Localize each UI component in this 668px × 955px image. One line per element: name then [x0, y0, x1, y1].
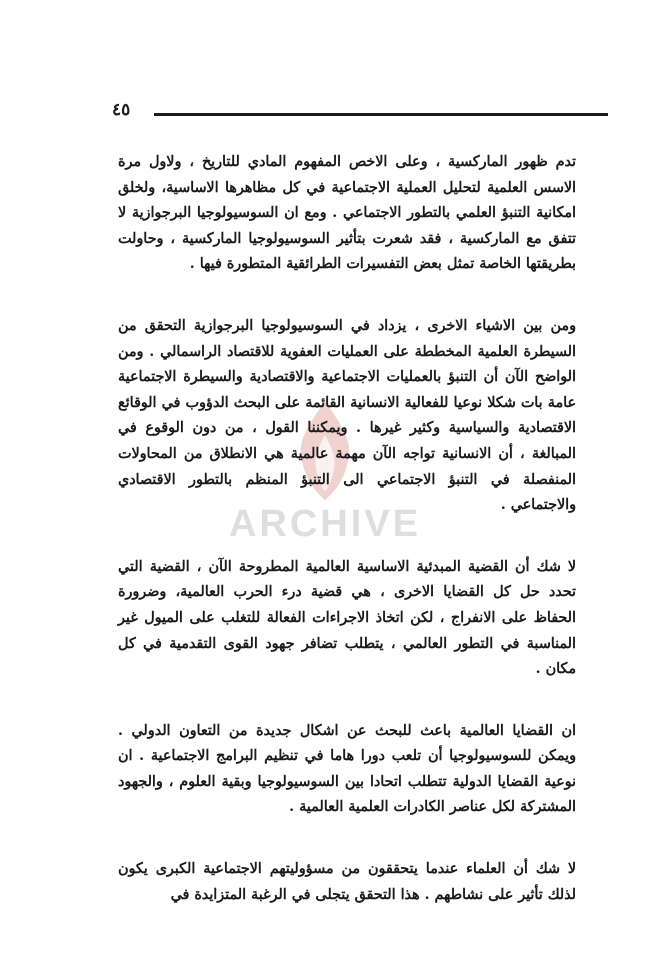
paragraph-4: ان القضايا العالمية باعث للبحث عن اشكال جديدة من التعاون الدولي . ويمكن للسوسيولوجيا أن تلعب دورا هاما في تنظيم البرامج الاجتماعية . ان نوعية القضايا الدولية تتطلب اتحادا بين السوسيولوجيا وبقية العلوم ، والجهود المشتركة لكل عناصر الكادرات العلمية العالمية .	[118, 722, 576, 816]
paragraph-5: لا شك أن العلماء عندما يتحققون من مسؤوليتهم الاجتماعية الكبرى يكون لذلك تأثير على نشاطهم . هذا التحقق يتجلى في الرغبة المتزايدة في	[118, 861, 576, 903]
paragraph-2: ومن بين الاشياء الاخرى ، يزداد في السوسيولوجيا البرجوازية التحقق من السيطرة العلمية المخططة على العمليات العفوية للاقتصاد الراسمالي . ومن الواضح الآن أن التنبؤ بالعمليات الاجتماعية والاقتصادية والسيطرة الاجتماعية عامة بات شكلا نوعيا للفعالية الانسانية القائمة على البحث الدؤوب في الوقائع الاقتصادية والسياسية وكثير غيرها . ويمكننا القول ، من دون الوقوع في المبالغة ، أن الانسانية تواجه الآن مهمة عالمية هي الانطلاق من المحاولات المنفصلة في التنبؤ الاجتماعي الى التنبؤ المنظم بالتطور الاقتصادي والاجتماعي .	[118, 317, 576, 514]
watermark-text: ARCHIVE	[228, 503, 422, 545]
paragraph-1: تدم ظهور الماركسية ، وعلى الاخص المفهوم المادي للتاريخ ، ولاول مرة الاسس العلمية لتحليل العملية الاجتماعية في كل مظاهرها الاساسية، ولخلق امكانية التنبؤ العلمي بالتطور الاجتماعي . ومع ان السوسيولوجيا البرجوازية لا تتفق مع الماركسية ، فقد شعرت بتأثير السوسيولوجيا الماركسية ، وحاولت بطريقتها الخاصة تمثل بعض التفسيرات الطرائقية المتطورة فيها .	[118, 154, 576, 273]
paragraph-3: لا شك أن القضية المبدئية الاساسية العالمية المطروحة الآن ، القضية التي تحدد حل كل القضايا الاخرى ، هي قضية درء الحرب العالمية، وضرورة الحفاظ على الانفراج ، لكن اتخاذ الاجراءات الفعالة للتغلب على الميول غير المناسبة في التطور العالمي ، يتطلب تضافر جهود القوى التقدمية في كل مكان .	[118, 558, 576, 678]
header-rule	[154, 113, 608, 116]
page-number: ٤٥	[112, 100, 131, 120]
page-header	[112, 100, 608, 124]
body-text	[118, 150, 576, 908]
